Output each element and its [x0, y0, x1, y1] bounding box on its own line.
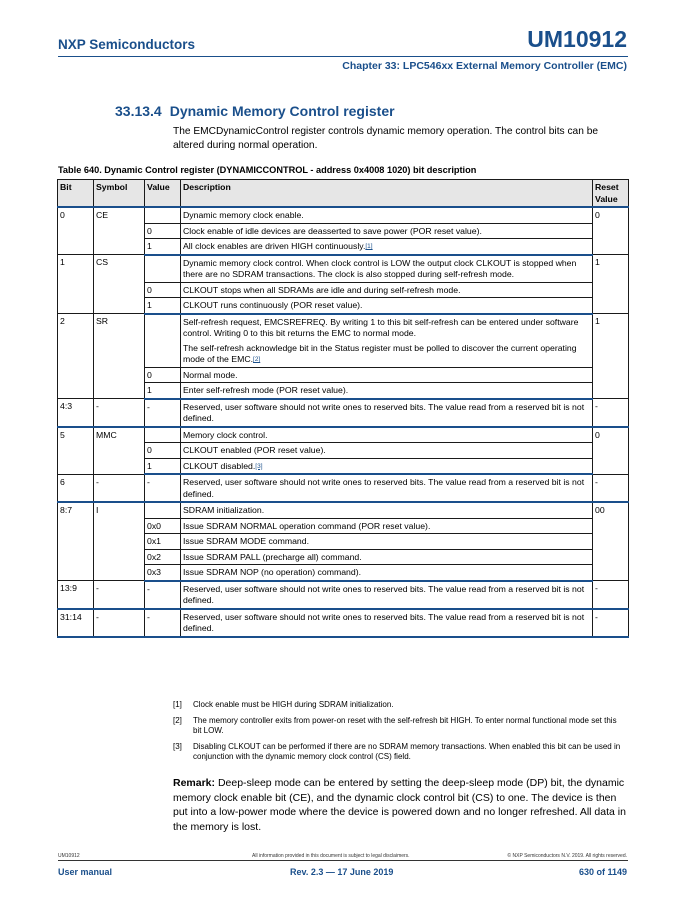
bit-cell: 2 — [58, 314, 94, 399]
table-row — [58, 399, 629, 427]
value-cell: 0 — [145, 367, 181, 383]
col-bit: Bit — [58, 180, 94, 208]
symbol-cell: SR — [94, 314, 145, 399]
col-reset: Reset Value — [593, 180, 629, 208]
table-note — [173, 742, 625, 763]
description-text: All clock enables are driven HIGH continuously. — [183, 241, 366, 251]
description-cell: Clock enable of idle devices are deasserted to save power (POR reset value). — [181, 223, 593, 239]
value-cell: 0 — [145, 223, 181, 239]
value-cell — [145, 427, 181, 443]
description-cell: Dynamic memory clock enable. — [181, 207, 593, 223]
value-cell: 0 — [145, 443, 181, 459]
value-cell: 0x3 — [145, 565, 181, 581]
value-cell: 1 — [145, 458, 181, 474]
symbol-cell: MMC — [94, 427, 145, 475]
description-cell: SDRAM initialization. — [181, 502, 593, 518]
description-text: Self-refresh request, EMCSREFREQ. By writing 1 to this bit self-refresh can be entered under software control. Writing 0 to this bit returns the EMC to normal mode. — [183, 316, 579, 338]
remark-label: Remark: — [173, 777, 216, 789]
bit-cell: 8:7 — [58, 502, 94, 581]
description-cell: Issue SDRAM NORMAL operation command (POR reset value). — [181, 518, 593, 534]
bit-cell: 1 — [58, 255, 94, 314]
description-cell: Reserved, user software should not write ones to reserved bits. The value read from a reserved bit is not defined. — [181, 399, 593, 427]
symbol-cell: I — [94, 502, 145, 581]
value-cell: - — [145, 474, 181, 502]
reset-cell: 1 — [593, 314, 629, 399]
description-cell — [181, 458, 593, 474]
description-cell: Issue SDRAM MODE command. — [181, 534, 593, 550]
register-table — [57, 179, 629, 638]
reset-cell: - — [593, 609, 629, 637]
symbol-cell: CE — [94, 207, 145, 255]
description-cell: Memory clock control. — [181, 427, 593, 443]
header-rule — [58, 56, 628, 57]
footer-page-number: 630 of 1149 — [578, 867, 627, 877]
symbol-cell: - — [94, 399, 145, 427]
description-cell: CLKOUT enabled (POR reset value). — [181, 443, 593, 459]
reset-cell: 0 — [593, 207, 629, 255]
note-number: [3] — [173, 741, 182, 751]
footnote-link[interactable]: [3] — [255, 462, 263, 470]
value-cell: 1 — [145, 298, 181, 314]
description-cell — [181, 239, 593, 255]
bit-cell: 6 — [58, 474, 94, 502]
footer-doc-type: User manual — [58, 867, 113, 877]
description-text — [183, 343, 590, 366]
value-cell: 0x2 — [145, 549, 181, 565]
col-symbol: Symbol — [94, 180, 145, 208]
value-cell: 0 — [145, 282, 181, 298]
bit-cell: 0 — [58, 207, 94, 255]
table-header-row — [58, 180, 629, 208]
value-cell — [145, 502, 181, 518]
document-id: UM10912 — [527, 26, 627, 52]
value-cell: - — [145, 581, 181, 609]
bit-cell: 13:9 — [58, 581, 94, 609]
remark-paragraph — [173, 776, 628, 834]
description-cell: CLKOUT runs continuously (POR reset value). — [181, 298, 593, 314]
note-text: Clock enable must be HIGH during SDRAM initialization. — [193, 700, 394, 709]
footnote-link[interactable]: [1] — [365, 243, 373, 250]
col-description: Description — [181, 180, 593, 208]
value-cell — [145, 207, 181, 223]
table-notes — [173, 700, 625, 768]
table-row — [58, 474, 629, 502]
reset-cell: - — [593, 399, 629, 427]
description-cell: Reserved, user software should not write ones to reserved bits. The value read from a reserved bit is not defined. — [181, 609, 593, 637]
table-caption: Table 640. Dynamic Control register (DYNAMICCONTROL - address 0x4008 1020) bit description — [58, 165, 477, 175]
footer-revision: Rev. 2.3 — 17 June 2019 — [290, 867, 394, 877]
footnote-link[interactable]: [2] — [253, 356, 261, 363]
symbol-cell: CS — [94, 255, 145, 314]
col-value: Value — [145, 180, 181, 208]
value-cell: 1 — [145, 383, 181, 399]
description-cell — [181, 314, 593, 368]
reset-cell: 1 — [593, 255, 629, 314]
chapter-title: Chapter 33: LPC546xx External Memory Controller (EMC) — [342, 60, 627, 72]
footer-doc-id: UM10912 — [58, 853, 80, 859]
value-cell: 1 — [145, 239, 181, 255]
reset-cell: - — [593, 474, 629, 502]
reset-cell: 0 — [593, 427, 629, 475]
symbol-cell: - — [94, 474, 145, 502]
table-row — [58, 427, 629, 443]
footer-disclaimer: All information provided in this document is subject to legal disclaimers. — [252, 853, 410, 859]
table-row — [58, 581, 629, 609]
footer-rule — [58, 860, 628, 861]
description-cell: Reserved, user software should not write ones to reserved bits. The value read from a reserved bit is not defined. — [181, 474, 593, 502]
value-cell — [145, 314, 181, 368]
table-row — [58, 502, 629, 518]
value-cell: - — [145, 399, 181, 427]
value-cell: - — [145, 609, 181, 637]
description-cell: Issue SDRAM PALL (precharge all) command. — [181, 549, 593, 565]
value-cell — [145, 255, 181, 283]
bit-cell: 4:3 — [58, 399, 94, 427]
table-row — [58, 609, 629, 637]
table-row — [58, 255, 629, 283]
table-row — [58, 207, 629, 223]
company-name: NXP Semiconductors — [58, 37, 196, 52]
table-row — [58, 314, 629, 368]
bit-cell: 5 — [58, 427, 94, 475]
description-text: CLKOUT disabled. — [183, 460, 256, 471]
section-intro: The EMCDynamicControl register controls dynamic memory operation. The control bits can be altered during normal operation. — [173, 126, 599, 151]
section-number: 33.13.4 — [115, 103, 162, 119]
section-heading — [115, 103, 395, 119]
reset-cell: - — [593, 581, 629, 609]
description-cell: Dynamic memory clock control. When clock control is LOW the output clock CLKOUT is stopped when there are no SDRAM transactions. The clock is also stopped during self-refresh mode. — [181, 255, 593, 283]
bit-cell: 31:14 — [58, 609, 94, 637]
symbol-cell: - — [94, 581, 145, 609]
section-title: Dynamic Memory Control register — [169, 103, 395, 119]
note-number: [2] — [173, 715, 182, 725]
symbol-cell: - — [94, 609, 145, 637]
value-cell: 0x1 — [145, 534, 181, 550]
description-cell: Normal mode. — [181, 367, 593, 383]
table-note — [173, 700, 625, 711]
note-text: The memory controller exits from power-on reset with the self-refresh bit HIGH. To enter normal functional mode set this bit LOW. — [193, 715, 617, 735]
table-note — [173, 716, 625, 737]
description-cell: Issue SDRAM NOP (no operation) command). — [181, 565, 593, 581]
description-text: The self-refresh acknowledge bit in the Status register must be polled to discover the current operating mode of the EMC. — [183, 342, 577, 364]
note-number: [1] — [173, 700, 182, 709]
description-cell: CLKOUT stops when all SDRAMs are idle and during self-refresh mode. — [181, 282, 593, 298]
note-text: Disabling CLKOUT can be performed if there are no SDRAM memory transactions. When enabled this bit can be used in conjunction with the dynamic memory clock control (CS) field. — [193, 741, 621, 761]
description-cell: Reserved, user software should not write ones to reserved bits. The value read from a reserved bit is not defined. — [181, 581, 593, 609]
value-cell: 0x0 — [145, 518, 181, 534]
remark-text: Deep-sleep mode can be entered by setting the deep-sleep mode (DP) bit, the dynamic memory clock enable bit (CE), and the dynamic clock control bit (CS) to one. The device is then put into a low-power mode where the device is powered down and no longer refreshed. All data in the memory is lost. — [173, 777, 626, 833]
description-cell: Enter self-refresh mode (POR reset value). — [181, 383, 593, 399]
reset-cell: 00 — [593, 502, 629, 581]
footer-copyright: © NXP Semiconductors N.V. 2019. All rights reserved. — [507, 853, 627, 859]
